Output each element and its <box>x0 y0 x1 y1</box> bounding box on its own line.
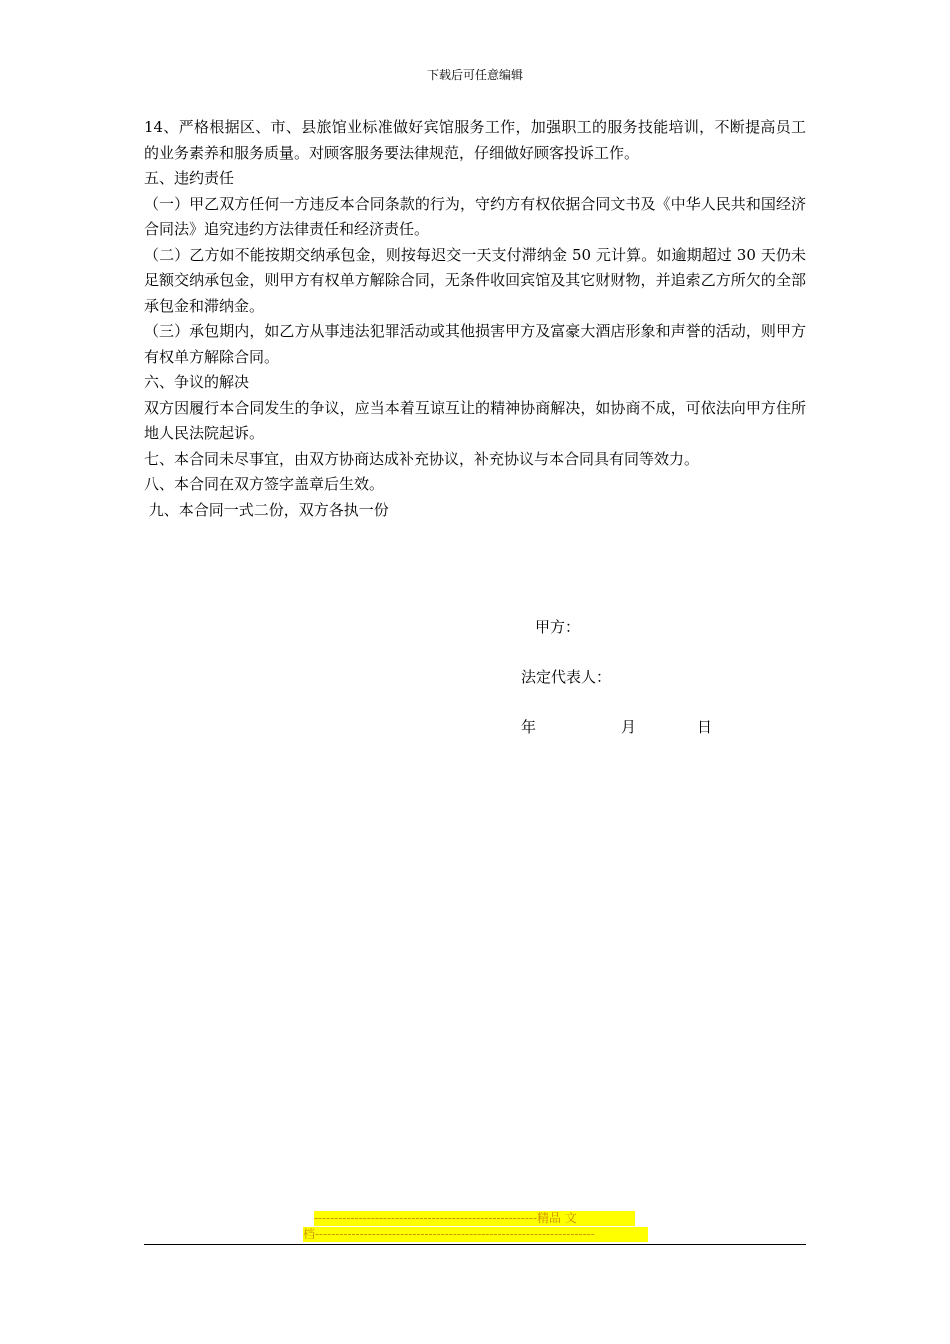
party-a-label: 甲方： <box>535 618 581 636</box>
clause-breach-3: （三）承包期内，如乙方从事违法犯罪活动或其他损害甲方及富豪大酒店形象和声誉的活动，则甲方有权单方解除合同。 <box>144 322 806 366</box>
clause-breach-2: （二）乙方如不能按期交纳承包金，则按每迟交一天支付滞纳金 50 元计算。如逾期超过 30 天仍未足额交纳承包金，则甲方有权单方解除合同，无条件收回宾馆及其它财财物，并追索乙方所欠的全部承包金和滞纳金。 <box>144 245 806 315</box>
clause-dispute: 双方因履行本合同发生的争议，应当本着互谅互让的精神协商解决，如协商不成，可依法向甲方住所地人民法院起诉。 <box>144 398 806 442</box>
clause-14: 14、严格根据区、市、县旅馆业标准做好宾馆服务工作，加强职工的服务技能培训，不断提高员工的业务素养和服务质量。对顾客服务要法律规范，仔细做好顾客投诉工作。 <box>144 118 806 162</box>
footer-divider <box>144 1244 806 1245</box>
date-day-label: 日 <box>697 718 713 736</box>
date-month-label: 月 <box>621 718 637 736</box>
footer-watermark-line-1: -------------------------------------------------------精品 文 <box>314 1211 635 1226</box>
clause-breach-1: （一）甲乙双方任何一方违反本合同条款的行为，守约方有权依据合同文书及《中华人民共和国经济合同法》追究违约方法律责任和经济责任。 <box>144 194 806 238</box>
legal-rep-label: 法定代表人： <box>521 668 612 686</box>
header-note: 下载后可任意编辑 <box>426 68 523 82</box>
clause-nine: 九、本合同一式二份，双方各执一份 <box>144 500 389 519</box>
section-heading-breach: 五、违约责任 <box>144 169 235 187</box>
clause-eight: 八、本合同在双方签字盖章后生效。 <box>144 475 385 493</box>
contract-body <box>144 115 806 523</box>
section-heading-dispute: 六、争议的解决 <box>144 373 250 391</box>
date-year-label: 年 <box>521 718 537 736</box>
footer-watermark-line-2: 档--------------------------------------------------------------------- <box>303 1227 648 1242</box>
clause-seven: 七、本合同未尽事宜，由双方协商达成补充协议，补充协议与本合同具有同等效力。 <box>144 449 700 468</box>
